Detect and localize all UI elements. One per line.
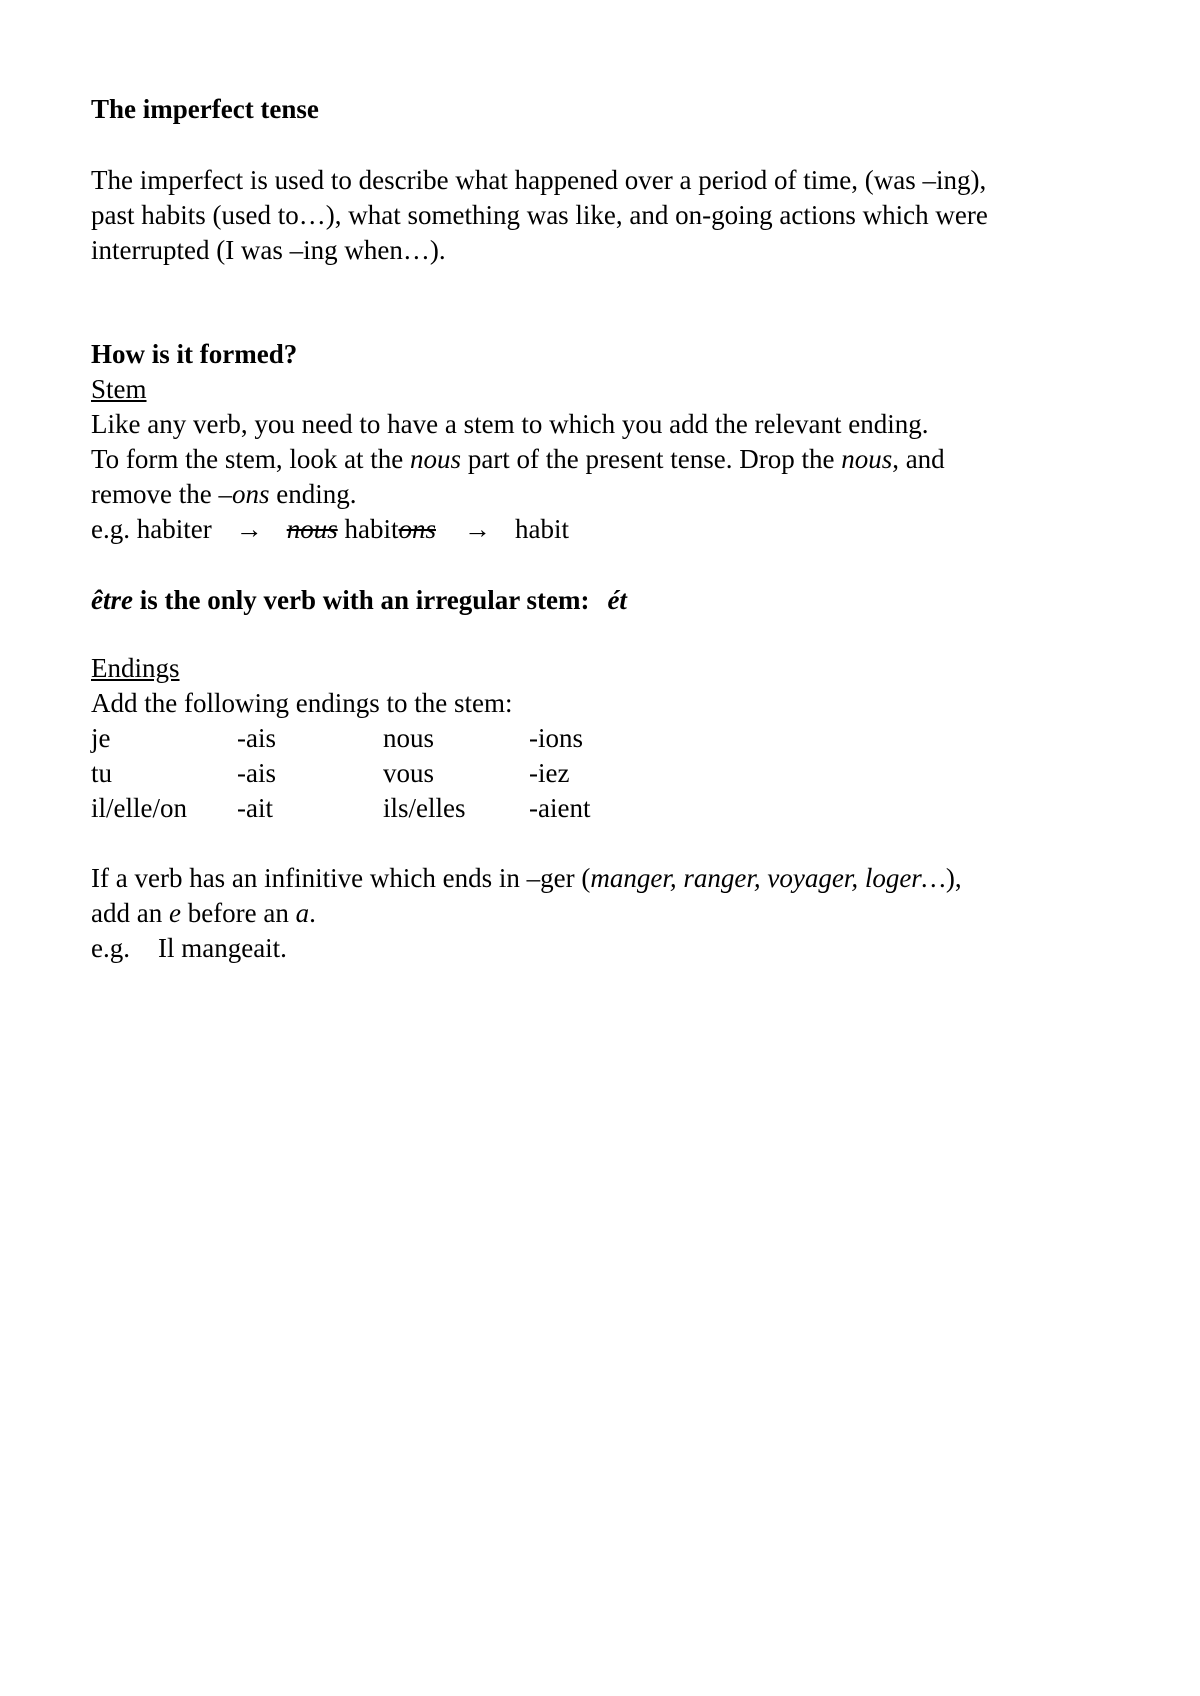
formation-heading: How is it formed? [91,339,298,369]
pronoun-cell: tu [91,758,113,788]
struck-ons: ons [398,514,436,544]
endings-heading: Endings [91,653,180,683]
example-prefix: e.g. habiter [91,514,212,544]
conjugation-row [91,756,791,791]
pronoun-cell: nous [383,723,435,753]
ger-rule-part-b: ), [945,863,962,893]
ger-rule-line-2 [91,896,316,931]
etre-word: être [91,585,133,615]
ending-cell: -ait [237,793,273,823]
stem-heading: Stem [91,374,147,404]
intro-line-3: interrupted (I was –ing when…). [91,235,446,265]
irregular-stem: ét [607,585,627,615]
example-result: habit [514,514,569,544]
stem-line-1: Like any verb, you need to have a stem to which you add the relevant ending. [91,409,929,439]
ger-example-text: Il mangeait. [157,933,287,963]
pronoun-cell: il/elle/on [91,793,187,823]
ger-rule-line-2-b: before an [180,898,296,928]
conjugation-row [91,721,791,756]
page-title: The imperfect tense [91,94,319,124]
ger-rule-line-1 [91,861,962,896]
pronoun-cell: je [91,723,111,753]
example-habit: habit [344,514,399,544]
struck-nous: nous [286,514,338,544]
ger-rule-line-2-a: add an [91,898,169,928]
stem-example [91,512,569,547]
stem-line-3 [91,477,356,512]
stem-line-2-part-b: part of the present tense. Drop the [461,444,842,474]
stem-line-2-part-c: , and [892,444,945,474]
arrow-icon: → [463,514,491,544]
ending-cell: -ais [237,758,276,788]
endings-intro: Add the following endings to the stem: [91,688,513,718]
stem-line-3-part-a: remove the – [91,479,232,509]
irregular-stem-note [91,583,627,618]
intro-line-1: The imperfect is used to describe what happened over a period of time, (was –ing), [91,165,987,195]
stem-line-3-part-b: ending. [269,479,357,509]
letter-e: e [168,898,181,928]
irregular-text: is the only verb with an irregular stem: [132,585,590,615]
ger-example [91,931,287,966]
ending-cell: -aient [529,793,591,823]
ger-verb-examples: manger, ranger, voyager, loger… [590,863,946,893]
letter-a: a [295,898,310,928]
nous-word: nous [410,444,462,474]
intro-line-2: past habits (used to…), what something was like, and on-going actions which were [91,200,988,230]
pronoun-cell: vous [383,758,435,788]
conjugation-row [91,791,791,826]
arrow-icon: → [235,514,263,544]
nous-word: nous [841,444,893,474]
stem-line-2 [91,442,945,477]
ons-ending: ons [231,479,270,509]
ending-cell: -ais [237,723,276,753]
stem-line-2-part-a: To form the stem, look at the [91,444,411,474]
ger-rule-part-a: If a verb has an infinitive which ends in –ger ( [91,863,591,893]
pronoun-cell: ils/elles [383,793,466,823]
ger-example-label: e.g. [91,933,130,963]
ger-rule-line-2-c: . [309,898,316,928]
ending-cell: -iez [529,758,570,788]
ending-cell: -ions [529,723,583,753]
